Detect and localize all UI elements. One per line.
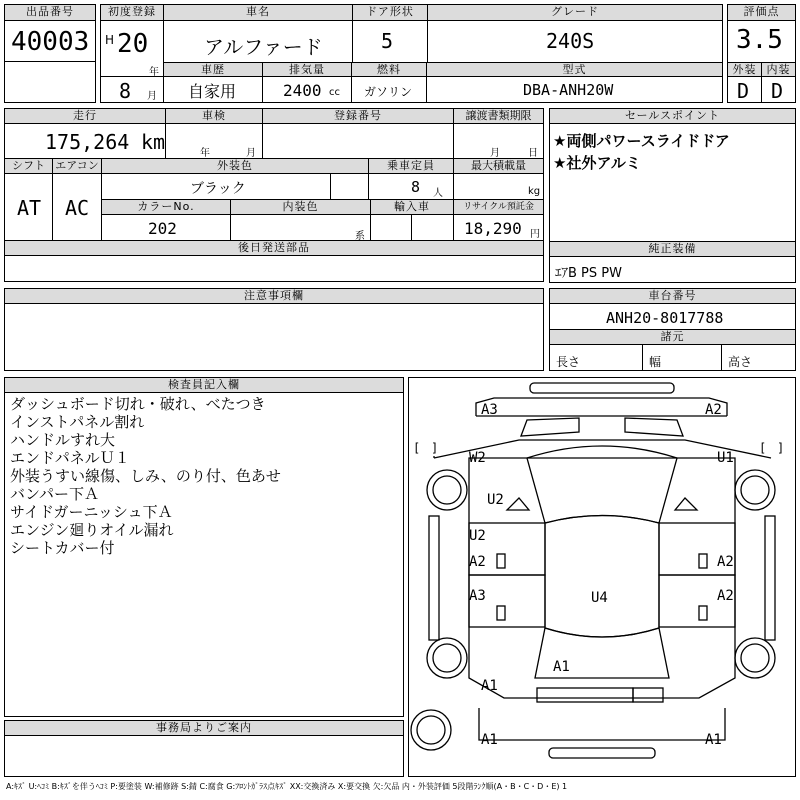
inspector-line: ハンドルすれ大	[10, 431, 116, 449]
max-load-cell	[453, 173, 544, 200]
first-reg-label: 初度登録	[100, 4, 164, 21]
sales-point-item: ★社外アルミ	[553, 154, 641, 172]
history-cell	[163, 76, 263, 103]
mark-hood-left: U2	[487, 492, 504, 508]
import-cell-b	[411, 214, 454, 241]
sales-points-box	[549, 123, 796, 242]
score-label: 評価点	[727, 4, 796, 21]
recycle-value: 18,290	[464, 219, 522, 238]
later-parts-label: 後日発送部品	[4, 240, 544, 256]
car-diagram-svg	[409, 378, 795, 776]
score-cell	[727, 20, 796, 63]
fuel-label: 燃料	[351, 62, 427, 77]
inspection-year-unit: 年	[200, 148, 210, 159]
color-no-cell	[101, 214, 231, 241]
score-value: 3.5	[736, 25, 783, 55]
inspector-line: ダッシュボード切れ・破れ、べたつき	[10, 395, 266, 413]
door-label: ドア形状	[352, 4, 428, 21]
car-name: アルファード	[204, 35, 323, 59]
ext-color-value: ブラック	[190, 181, 246, 197]
displacement-cell	[262, 76, 352, 103]
ext-color-cell	[101, 173, 331, 200]
capacity-label: 乗車定員	[368, 158, 454, 174]
ext-grade-cell	[727, 76, 762, 103]
recycle-label: リサイクル預託金	[453, 199, 544, 215]
inspector-line: インストパネル割れ	[10, 413, 145, 431]
history-value: 自家用	[188, 82, 237, 101]
reg-no-cell	[262, 123, 454, 159]
shift-value: AT	[17, 196, 42, 220]
grill-right-shape	[625, 418, 683, 436]
front-frame-shape	[476, 398, 727, 416]
chassis-value: ANH20-8017788	[606, 309, 724, 327]
int-color-unit: 系	[355, 231, 365, 241]
svg-text:[: [	[759, 441, 767, 455]
svg-text:]: ]	[777, 441, 785, 455]
roof-shape	[545, 516, 659, 638]
shift-cell	[4, 173, 53, 241]
mark-door-front-left-2: A2	[469, 554, 486, 570]
first-reg-year-cell	[100, 20, 164, 77]
ext-grade-value: D	[737, 79, 750, 103]
lot-number: 40003	[11, 27, 90, 57]
model-cell	[426, 76, 723, 103]
color-no-label: カラーNo.	[101, 199, 231, 215]
notes-box	[4, 303, 544, 371]
mark-door-rear-right: A2	[717, 588, 734, 604]
inspector-line: エンドパネルＵ１	[10, 449, 130, 467]
import-label: 輸入車	[370, 199, 454, 215]
door-cell	[352, 20, 428, 63]
mileage-unit: km	[141, 130, 166, 154]
car-name-label: 車名	[163, 4, 353, 21]
length-label: 長さ	[556, 355, 581, 369]
recycle-cell	[453, 214, 544, 241]
displacement-unit: cc	[329, 87, 340, 98]
mark-windshield: W2	[469, 450, 486, 466]
notes-label: 注意事項欄	[4, 288, 544, 304]
transfer-day-unit: 日	[528, 148, 538, 159]
grade-cell	[427, 20, 723, 63]
genuine-label: 純正装備	[549, 241, 796, 257]
transfer-cell	[453, 123, 544, 159]
first-reg-month-cell	[100, 76, 164, 103]
inspector-label: 検査員記入欄	[4, 377, 404, 393]
width-cell	[642, 344, 722, 371]
dims-label: 諸元	[549, 329, 796, 345]
month-unit: 月	[147, 91, 157, 102]
length-cell	[549, 344, 643, 371]
max-load-unit: kg	[528, 186, 541, 197]
ext-color-extra-cell	[330, 173, 369, 200]
int-color-cell	[230, 214, 371, 241]
inspector-line: サイドガーニッシュ下Ａ	[10, 503, 173, 521]
mark-door-rear-left: A3	[469, 588, 486, 604]
inspector-box	[4, 392, 404, 717]
rear-step-shape	[537, 688, 633, 702]
model-label: 型式	[426, 62, 723, 77]
sales-point-item: ★両側パワースライドドア	[553, 132, 730, 150]
int-grade-label: 内装	[761, 62, 796, 77]
import-cell-a	[370, 214, 412, 241]
inspection-month-unit: 月	[246, 148, 256, 159]
mileage-label: 走行	[4, 108, 166, 124]
inspection-label: 車検	[165, 108, 263, 124]
grade-label: グレード	[427, 4, 723, 21]
transfer-month-unit: 月	[490, 148, 500, 159]
mark-door-front-left-1: U2	[469, 528, 486, 544]
grill-left-shape	[521, 418, 579, 436]
height-label: 高さ	[728, 355, 753, 369]
chassis-cell	[549, 303, 796, 330]
inspector-line: バンパー下Ａ	[10, 485, 99, 503]
ext-color-label: 外装色	[101, 158, 369, 174]
svg-text:[: [	[413, 441, 421, 455]
rear-bumper-shape	[479, 708, 725, 740]
history-label: 車歴	[163, 62, 263, 77]
mileage-value: 175,264	[45, 130, 130, 154]
mark-door-front-right: A2	[717, 554, 734, 570]
mark-front-right: A2	[705, 402, 722, 418]
ac-cell	[52, 173, 102, 241]
rear-bumper-lower-shape	[549, 748, 655, 758]
lot-blank-cell	[4, 61, 96, 103]
mark-rear-left: A1	[481, 678, 498, 694]
fuel-value: ガソリン	[364, 85, 413, 99]
reg-year: 20	[117, 29, 149, 59]
ac-label: エアコン	[52, 158, 102, 174]
height-cell	[721, 344, 796, 371]
int-grade-cell	[761, 76, 796, 103]
lot-number-cell	[4, 20, 96, 62]
legend-text: A:ｷｽﾞ U:ﾍｺﾐ B:ｷｽﾞを伴うﾍｺﾐ P:要塗装 W:補修跡 S:錆 C:腐食 G:ﾌﾛﾝﾄｶﾞﾗｽ点ｷｽﾞ XX:交換済み X:要交換 欠:欠品 内・外装評価 5段階ﾗﾝｸ順(A・B・C・D・E) 1	[6, 782, 568, 791]
mark-rear-center: A1	[553, 659, 570, 675]
shift-label: シフト	[4, 158, 53, 174]
mileage-cell	[4, 123, 166, 159]
ext-grade-label: 外装	[727, 62, 762, 77]
later-parts-cell	[4, 255, 544, 282]
fuel-cell	[351, 76, 427, 103]
door-value: 5	[381, 29, 394, 53]
right-side-strip	[765, 516, 775, 640]
displacement-label: 排気量	[262, 62, 352, 77]
color-no-value: 202	[148, 219, 177, 238]
front-bumper-shape	[530, 383, 674, 393]
mirror-right-shape	[675, 498, 697, 510]
damage-diagram	[408, 377, 796, 777]
displacement-value: 2400	[283, 81, 322, 100]
reg-no-label: 登録番号	[262, 108, 454, 124]
era: H	[105, 33, 115, 47]
capacity-value: 8	[411, 178, 421, 196]
mirror-left-shape	[507, 498, 529, 510]
mark-rear-bumper-right: A1	[705, 732, 722, 748]
year-unit: 年	[149, 67, 159, 77]
lot-label: 出品番号	[4, 4, 96, 21]
inspector-line: エンジン廻りオイル漏れ	[10, 521, 174, 539]
office-box	[4, 735, 404, 777]
mark-rear-bumper-left: A1	[481, 732, 498, 748]
mark-front-fender-right: U1	[717, 450, 734, 466]
reg-month: 8	[119, 79, 132, 103]
inspection-cell	[165, 123, 263, 159]
int-color-label: 内装色	[230, 199, 371, 215]
genuine-value: ｴｱB PS PW	[555, 266, 622, 281]
car-name-cell	[163, 20, 353, 63]
left-side-strip	[429, 516, 439, 640]
grade-value: 240S	[546, 29, 595, 53]
mark-front-left: A3	[481, 402, 498, 418]
chassis-label: 車台番号	[549, 288, 796, 304]
recycle-unit: 円	[530, 229, 540, 240]
sales-points-label: セールスポイント	[549, 108, 796, 124]
ac-value: AC	[65, 196, 90, 220]
capacity-unit: 人	[433, 188, 443, 199]
max-load-label: 最大積載量	[453, 158, 544, 174]
inspector-line: シートカバー付	[10, 539, 115, 557]
model-value: DBA-ANH20W	[523, 81, 614, 99]
capacity-cell	[368, 173, 454, 200]
width-label: 幅	[649, 355, 662, 369]
inspector-line: 外装うすい線傷、しみ、のり付、色あせ	[10, 467, 281, 485]
office-label: 事務局よりご案内	[4, 720, 404, 736]
genuine-cell	[549, 256, 796, 283]
transfer-label: 譲渡書類期限	[453, 108, 544, 124]
body-outline-shape	[469, 458, 735, 698]
svg-text:]: ]	[431, 441, 439, 455]
int-grade-value: D	[771, 79, 784, 103]
mark-roof: U4	[591, 590, 608, 606]
